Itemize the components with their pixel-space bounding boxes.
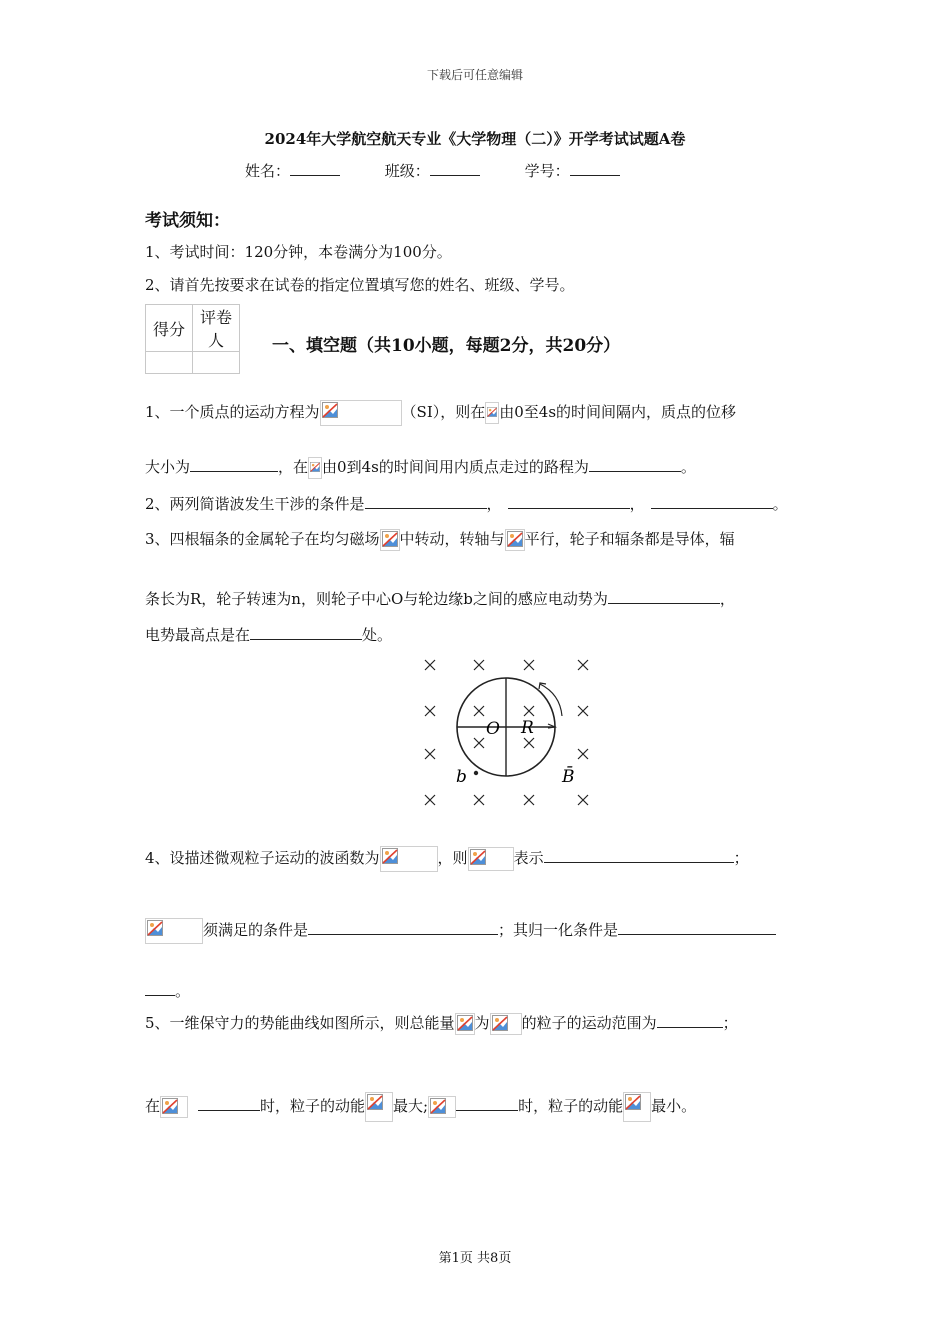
field-cross-icon	[524, 660, 534, 670]
id-blank[interactable]	[570, 161, 620, 176]
q1-text: ，在	[278, 458, 309, 476]
question-3-line-3	[145, 624, 392, 645]
field-cross-icon	[578, 706, 588, 716]
q4-text: 。	[175, 982, 191, 1000]
q5-text: 时，粒子的动能	[518, 1097, 624, 1115]
answer-blank[interactable]	[365, 494, 487, 509]
exam-title: 2024年大学航空航天专业《大学物理（二）》开学考试试题A卷	[264, 130, 686, 148]
answer-blank[interactable]	[508, 494, 630, 509]
field-cross-icon	[524, 738, 534, 748]
q1-text: 由0到4s的时间间用内质点走过的路程为	[322, 458, 589, 476]
question-2	[145, 493, 788, 514]
q5-text: 时，粒子的动能	[260, 1097, 366, 1115]
broken-image-icon	[367, 1094, 383, 1110]
q3-text: ，	[719, 590, 735, 608]
class-blank[interactable]	[430, 161, 480, 176]
broken-image-icon	[147, 920, 163, 936]
question-3-line-1	[145, 528, 735, 551]
label-o: O	[486, 719, 500, 739]
name-label: 姓名：	[245, 162, 291, 180]
class-label: 班级：	[384, 162, 430, 180]
equation-image	[160, 1096, 188, 1118]
id-label: 学号：	[524, 162, 570, 180]
q5-text: 最大;	[393, 1097, 429, 1115]
answer-blank[interactable]	[456, 1096, 518, 1111]
q2-text: 2、两列简谐波发生干涉的条件是	[145, 495, 365, 513]
q3-text: 条长为R，轮子转速为n，则轮子中心O与轮边缘b之间的感应电动势为	[145, 590, 608, 608]
broken-image-icon	[457, 1015, 473, 1031]
question-1-line-2	[145, 456, 696, 479]
field-cross-icon	[474, 738, 484, 748]
field-cross-icon	[578, 660, 588, 670]
question-4-line-2	[145, 918, 776, 944]
field-cross-icon	[425, 749, 435, 759]
name-field	[245, 160, 340, 181]
field-cross-icon	[474, 706, 484, 716]
q4-text: 表示	[513, 849, 544, 867]
label-b: b	[456, 767, 467, 787]
question-4-line-1	[145, 846, 749, 872]
broken-image-icon	[382, 531, 398, 547]
question-3-line-2	[145, 588, 735, 609]
broken-image-icon	[162, 1098, 178, 1114]
equation-image	[365, 1092, 393, 1122]
q1-text: （SI），则在	[401, 403, 486, 421]
q5-text: 的粒子的运动范围为	[521, 1014, 657, 1032]
q2-text: ，	[486, 495, 502, 513]
q2-text: 。	[772, 495, 788, 513]
question-4-line-3	[145, 980, 190, 1001]
answer-blank[interactable]	[190, 457, 278, 472]
label-r: R	[521, 718, 534, 738]
answer-blank[interactable]	[308, 920, 498, 935]
q5-text: 在	[145, 1097, 161, 1115]
answer-blank[interactable]	[651, 494, 773, 509]
radius-arrowhead	[548, 724, 555, 728]
field-cross-icon	[524, 706, 534, 716]
q4-text: ；	[733, 849, 749, 867]
field-cross-icon	[425, 795, 435, 805]
equation-image	[485, 402, 499, 424]
equation-image	[320, 400, 402, 426]
equation-image	[490, 1013, 522, 1035]
answer-blank[interactable]	[657, 1013, 723, 1028]
broken-image-icon	[487, 404, 497, 420]
q1-text: 1、一个质点的运动方程为	[145, 403, 320, 421]
class-field	[385, 160, 480, 181]
broken-image-icon	[382, 848, 398, 864]
field-cross-icon	[524, 795, 534, 805]
equation-image	[145, 918, 203, 944]
score-table	[145, 304, 240, 374]
q1-text: 由0至4s的时间间隔内，质点的位移	[499, 403, 737, 421]
question-5-line-1	[145, 1012, 738, 1035]
q5-text: 最小。	[651, 1097, 697, 1115]
answer-blank[interactable]	[589, 457, 681, 472]
equation-image	[380, 529, 400, 551]
answer-blank[interactable]	[608, 589, 720, 604]
broken-image-icon	[625, 1094, 641, 1110]
q2-text: ，	[629, 495, 645, 513]
answer-blank[interactable]	[618, 920, 776, 935]
equation-image	[428, 1096, 456, 1118]
answer-blank[interactable]	[544, 848, 734, 863]
q1-text: 。	[680, 458, 696, 476]
page-footer: 第1页 共8页	[438, 1251, 512, 1266]
field-cross-icon	[578, 795, 588, 805]
equation-image	[380, 846, 438, 872]
answer-blank[interactable]	[145, 981, 175, 996]
equation-image	[308, 457, 322, 479]
broken-image-icon	[322, 402, 338, 418]
q4-text: 4、设描述微观粒子运动的波函数为	[145, 849, 380, 867]
rotation-arrow	[540, 684, 562, 716]
equation-image	[455, 1013, 475, 1035]
wheel-magnetic-field-figure	[408, 652, 598, 812]
field-cross-icon	[425, 706, 435, 716]
score-header: 得分	[146, 305, 193, 352]
notice-title: 考试须知：	[145, 211, 230, 231]
equation-image	[468, 847, 514, 871]
q1-text: 大小为	[145, 458, 191, 476]
grader-cell[interactable]	[193, 352, 240, 374]
q3-text: 处。	[362, 626, 393, 644]
field-cross-icon	[578, 749, 588, 759]
answer-blank[interactable]	[198, 1096, 260, 1111]
field-cross-icon	[474, 795, 484, 805]
q5-text: 为	[474, 1014, 490, 1032]
q3-text: 中转动，转轴与	[399, 530, 505, 548]
field-cross-icon	[474, 660, 484, 670]
broken-image-icon	[492, 1015, 508, 1031]
q3-text: 平行，轮子和辐条都是导体，辐	[524, 530, 735, 548]
header-note: 下载后可任意编辑	[426, 68, 523, 82]
q3-text: 3、四根辐条的金属轮子在均匀磁场	[145, 530, 380, 548]
broken-image-icon	[310, 459, 320, 475]
equation-image	[505, 529, 525, 551]
question-5-line-2	[145, 1092, 696, 1122]
q4-text: ，则	[437, 849, 468, 867]
grader-header: 评卷人	[193, 305, 240, 352]
question-1-line-1	[145, 400, 736, 426]
point-b	[474, 771, 478, 775]
broken-image-icon	[507, 531, 523, 547]
q4-text: ；其归一化条件是	[498, 921, 619, 939]
notice-item: 1、考试时间：120分钟，本卷满分为100分。	[145, 243, 452, 261]
id-field	[525, 160, 620, 181]
q3-text: 电势最高点是在	[145, 626, 251, 644]
broken-image-icon	[430, 1098, 446, 1114]
label-field-b: B̄	[562, 767, 575, 787]
section-title: 一、填空题（共10小题，每题2分，共20分）	[272, 336, 621, 356]
broken-image-icon	[470, 849, 486, 865]
q5-text: ；	[722, 1014, 738, 1032]
notice-item: 2、请首先按要求在试卷的指定位置填写您的姓名、班级、学号。	[145, 276, 575, 294]
equation-image	[623, 1092, 651, 1122]
answer-blank[interactable]	[250, 625, 362, 640]
q4-text: 须满足的条件是	[203, 921, 309, 939]
field-cross-icon	[425, 660, 435, 670]
student-info	[245, 160, 660, 181]
score-cell[interactable]	[146, 352, 193, 374]
q5-text: 5、一维保守力的势能曲线如图所示，则总能量	[145, 1014, 455, 1032]
name-blank[interactable]	[290, 161, 340, 176]
